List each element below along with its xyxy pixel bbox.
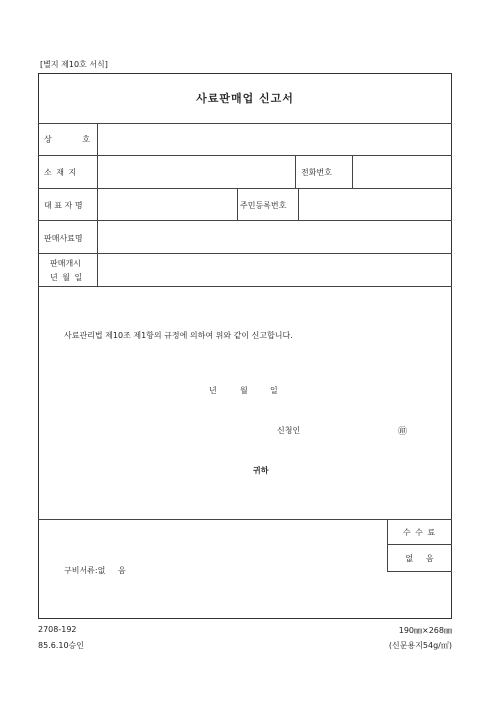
row-divider [38, 519, 452, 520]
start-date-label-line1: 판매개시 [50, 259, 81, 268]
cell-divider [237, 188, 238, 220]
row-divider [38, 188, 452, 189]
trade-name-label [44, 134, 90, 145]
form-title: 사료판매업 신고서 [196, 92, 294, 105]
feed-name-label: 판매사료명 [44, 234, 83, 243]
seal-mark: ㊞ [398, 427, 408, 437]
row-divider [38, 220, 452, 221]
label-column-divider [97, 123, 98, 286]
date-day: 일 [270, 386, 278, 395]
approval-date: 85.6.10승인 [38, 641, 84, 650]
row-divider [38, 286, 452, 287]
fee-divider [387, 544, 452, 545]
cell-divider [298, 188, 299, 220]
fee-label: 수 수 료 [402, 528, 437, 537]
row-divider [38, 123, 452, 124]
declaration-text: 사료관리법 제10조 제1항의 규정에 의하여 위와 같이 신고합니다. [64, 331, 293, 340]
attachments-text: 구비서류:없 음 [64, 566, 126, 575]
cell-divider [352, 155, 353, 188]
representative-label: 대 표 자 명 [44, 201, 83, 210]
start-date-label-line2: 년 월 일 [50, 273, 84, 282]
date-year: 년 [209, 386, 217, 395]
resident-number-label: 주민등록번호 [240, 201, 287, 210]
applicant-label: 신청인 [277, 426, 301, 435]
fee-divider [387, 571, 452, 572]
address-label: 소 재 지 [44, 168, 78, 177]
paper-type: (신문용지54g/㎡) [388, 641, 452, 650]
form-label: [별지 제10호 서식] [40, 60, 108, 69]
cell-divider [295, 155, 296, 188]
form-code: 2708-192 [38, 625, 77, 634]
phone-label: 전화번호 [301, 168, 332, 177]
paper-size: 190㎜×268㎜ [398, 626, 452, 635]
row-divider [38, 253, 452, 254]
trade-name-label-char: 상 [44, 135, 52, 144]
row-divider [38, 155, 452, 156]
date-month: 월 [240, 386, 248, 395]
trade-name-label-char: 호 [82, 135, 90, 144]
fee-value: 없 음 [405, 554, 434, 563]
recipient-text: 귀하 [253, 466, 269, 475]
